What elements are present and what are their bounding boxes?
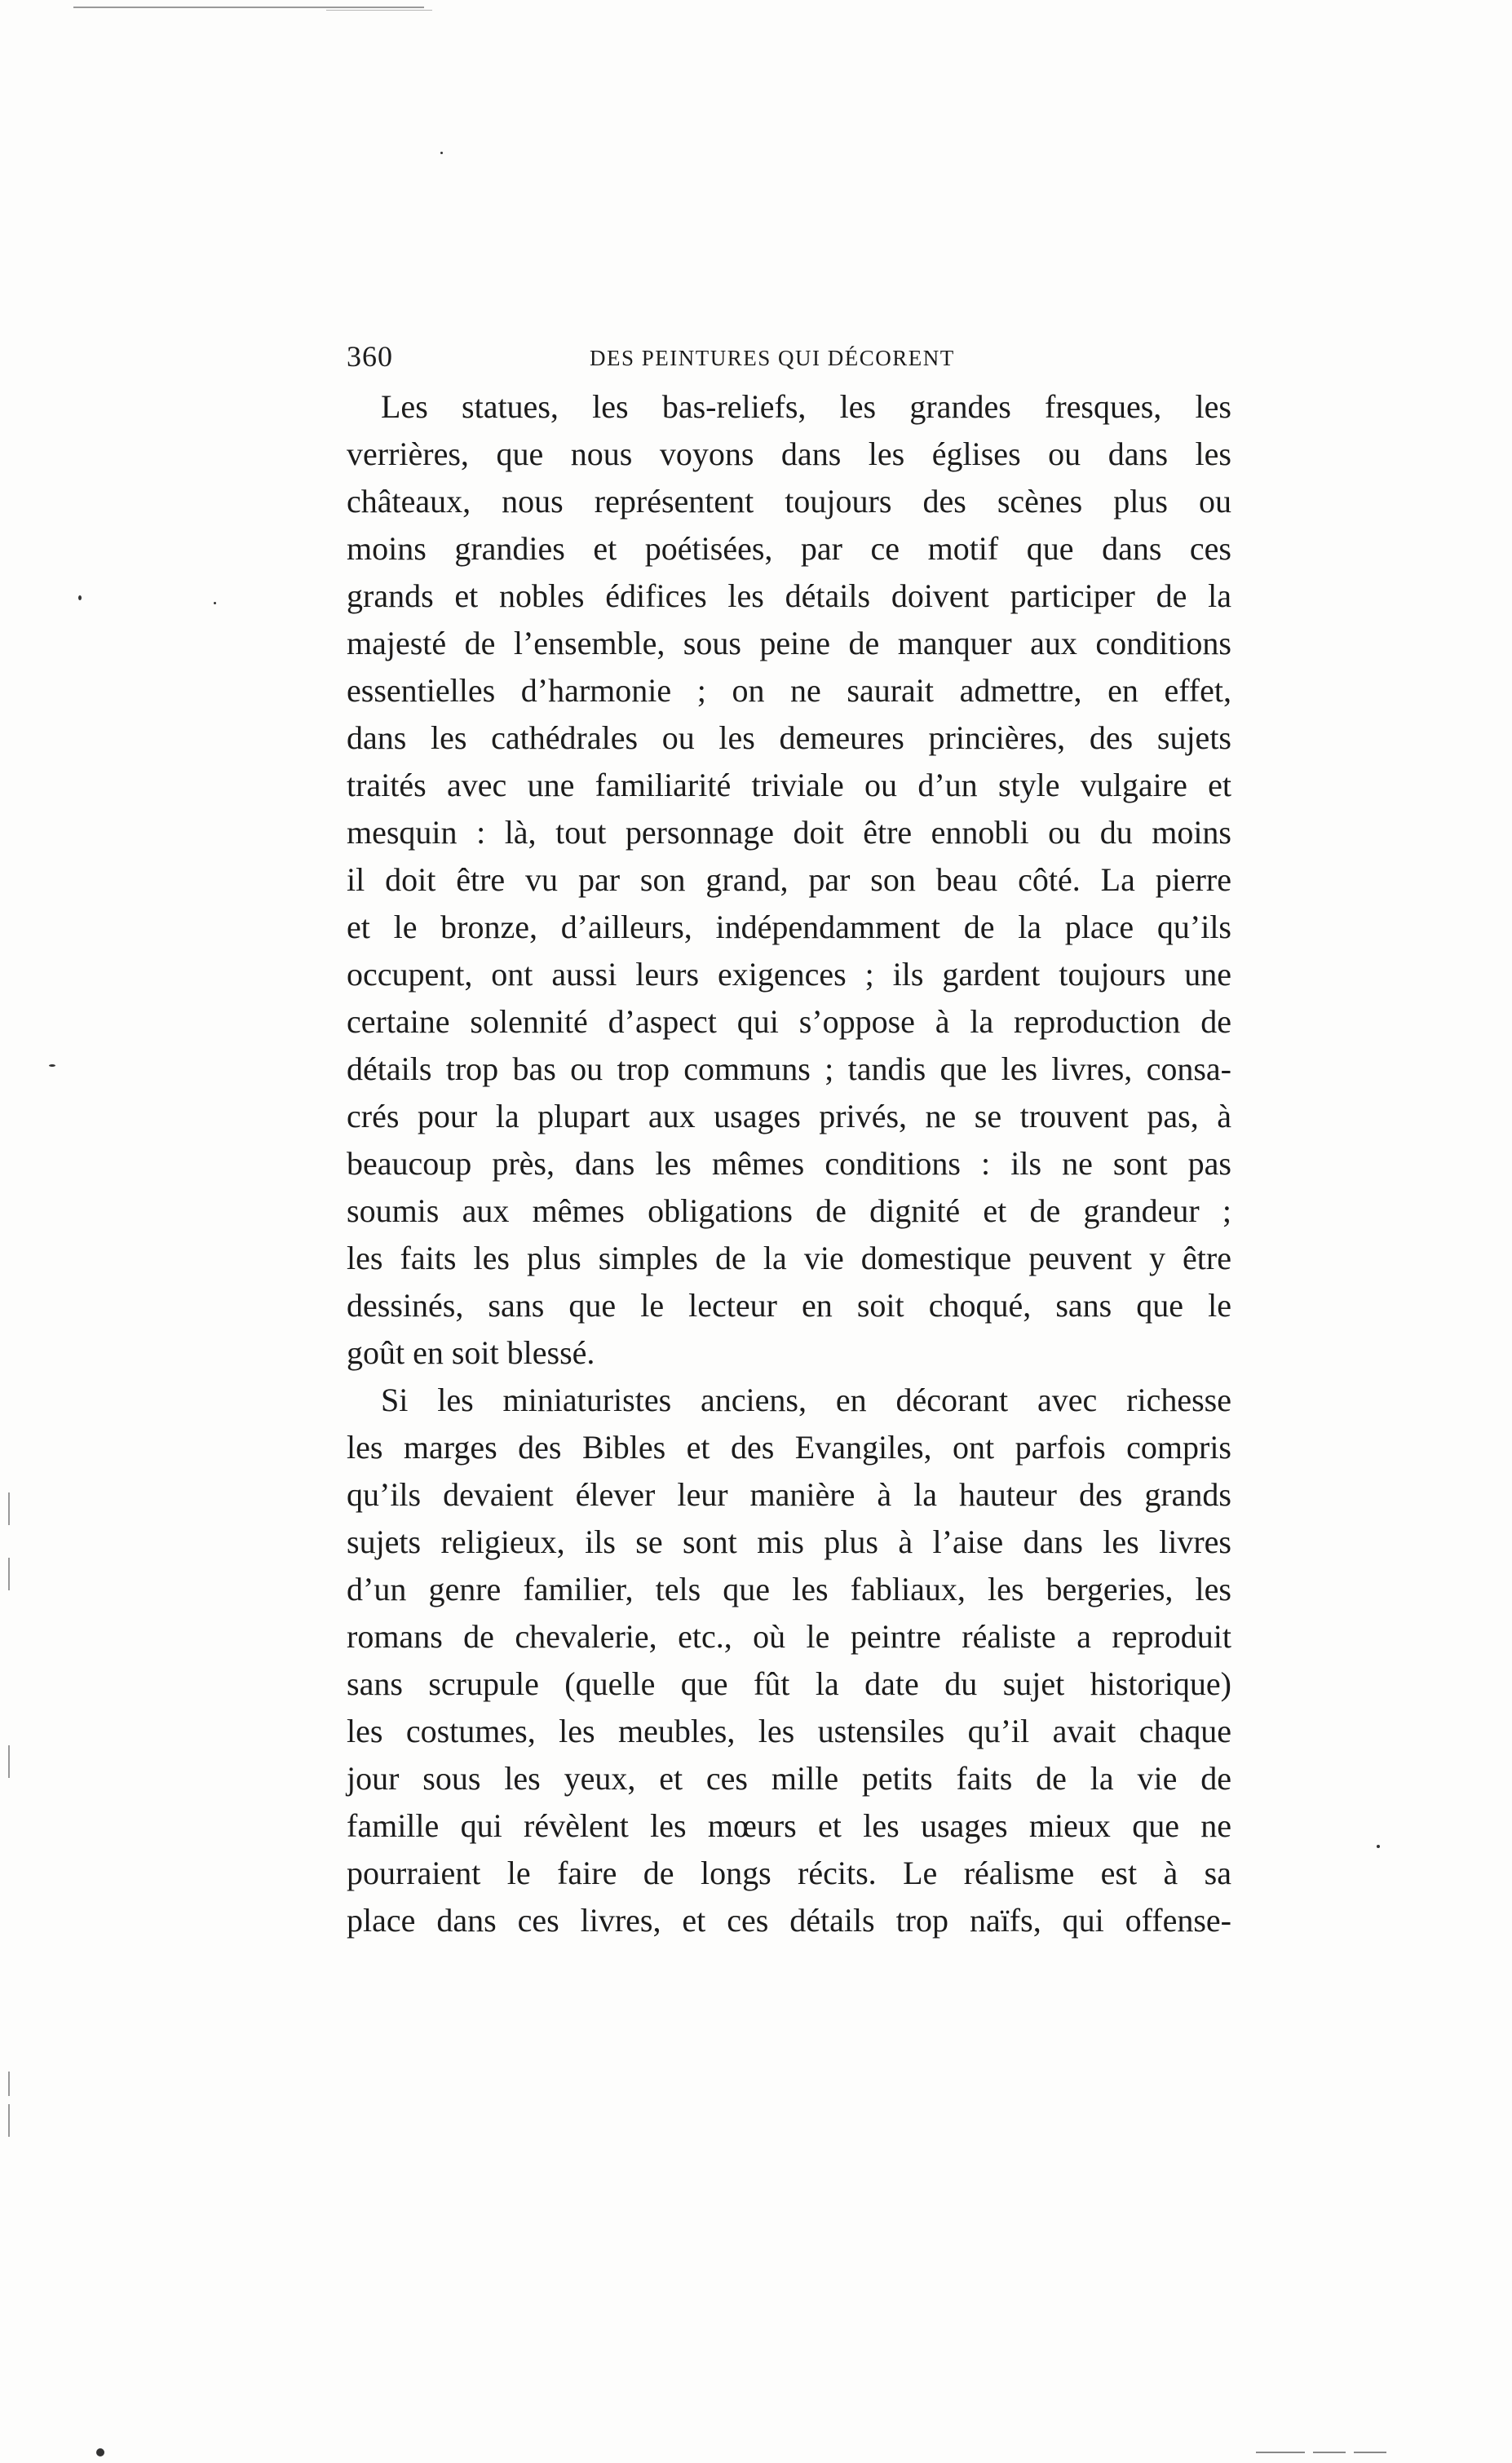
text-line: essentielles d’harmonie ; on ne saurait admettre, en effet, xyxy=(347,672,1231,709)
text-line: et le bronze, d’ailleurs, indépendamment de la place qu’ils xyxy=(347,909,1231,945)
scan-speck xyxy=(96,2448,104,2456)
scan-speck xyxy=(214,602,216,604)
text-line: il doit être vu par son grand, par son beau côté. La pierre xyxy=(347,861,1231,898)
scan-edge-mark xyxy=(8,1745,10,1778)
text-line: jour sous les yeux, et ces mille petits faits de la vie de xyxy=(347,1760,1231,1797)
scan-speck xyxy=(78,595,82,600)
scan-speck xyxy=(1377,1845,1380,1848)
text-line: occupent, ont aussi leurs exigences ; ils gardent toujours une xyxy=(347,956,1231,993)
scan-edge-mark xyxy=(8,1492,10,1525)
scan-speck xyxy=(49,1064,55,1067)
top-edge-rule xyxy=(73,7,424,8)
text-line: mesquin : là, tout personnage doit être ennobli ou du moins xyxy=(347,814,1231,851)
scan-bottom-mark xyxy=(1256,2452,1305,2453)
text-line: détails trop bas ou trop communs ; tandis que les livres, consa- xyxy=(347,1050,1231,1087)
scan-speck xyxy=(440,152,443,154)
text-line: verrières, que nous voyons dans les églises ou dans les xyxy=(347,436,1231,472)
text-line: dans les cathédrales ou les demeures princières, des sujets xyxy=(347,719,1231,756)
text-line: romans de chevalerie, etc., où le peintre réaliste a reproduit xyxy=(347,1618,1231,1655)
paragraph-start-line: Si les miniaturistes anciens, en décorant avec richesse xyxy=(381,1382,1231,1418)
text-line: les costumes, les meubles, les ustensiles qu’il avait chaque xyxy=(347,1713,1231,1749)
text-line: moins grandies et poétisées, par ce motif que dans ces xyxy=(347,530,1231,567)
text-line: grands et nobles édifices les détails doivent participer de la xyxy=(347,577,1231,614)
scan-edge-mark xyxy=(8,2104,10,2137)
text-line: soumis aux mêmes obligations de dignité et de grandeur ; xyxy=(347,1192,1231,1229)
text-line: dessinés, sans que le lecteur en soit choqué, sans que le xyxy=(347,1287,1231,1324)
body-text xyxy=(347,383,1231,1944)
paragraph-end-line: goût en soit blessé. xyxy=(347,1334,595,1371)
top-edge-rule-secondary xyxy=(326,10,432,11)
text-line: traités avec une familiarité triviale ou d’un style vulgaire et xyxy=(347,767,1231,803)
text-line: qu’ils devaient élever leur manière à la hauteur des grands xyxy=(347,1476,1231,1513)
scan-edge-mark xyxy=(8,2072,10,2096)
text-line: beaucoup près, dans les mêmes conditions : ils ne sont pas xyxy=(347,1145,1231,1182)
scan-edge-mark xyxy=(8,1558,10,1590)
text-line: place dans ces livres, et ces détails trop naïfs, qui offense- xyxy=(347,1902,1231,1939)
scan-bottom-mark xyxy=(1313,2452,1346,2453)
text-line: famille qui révèlent les mœurs et les usages mieux que ne xyxy=(347,1807,1231,1844)
text-line: les faits les plus simples de la vie domestique peuvent y être xyxy=(347,1240,1231,1276)
text-line: sans scrupule (quelle que fût la date du sujet historique) xyxy=(347,1665,1231,1702)
text-line: les marges des Bibles et des Evangiles, ont parfois compris xyxy=(347,1429,1231,1466)
page-header xyxy=(347,339,1236,380)
text-line: certaine solennité d’aspect qui s’oppose à la reproduction de xyxy=(347,1003,1231,1040)
text-line: sujets religieux, ils se sont mis plus à l’aise dans les livres xyxy=(347,1523,1231,1560)
text-line: châteaux, nous représentent toujours des scènes plus ou xyxy=(347,483,1231,520)
scan-bottom-mark xyxy=(1354,2452,1386,2453)
text-line: crés pour la plupart aux usages privés, ne se trouvent pas, à xyxy=(347,1098,1231,1134)
text-line: majesté de l’ensemble, sous peine de manquer aux conditions xyxy=(347,625,1231,661)
text-line: pourraient le faire de longs récits. Le réalisme est à sa xyxy=(347,1855,1231,1891)
running-head: DES PEINTURES QUI DÉCORENT xyxy=(590,346,955,370)
text-line: d’un genre familier, tels que les fabliaux, les bergeries, les xyxy=(347,1571,1231,1607)
text-line: Les statues, les bas-reliefs, les grandes fresques, les xyxy=(381,388,1231,425)
page-number: 360 xyxy=(347,340,393,373)
